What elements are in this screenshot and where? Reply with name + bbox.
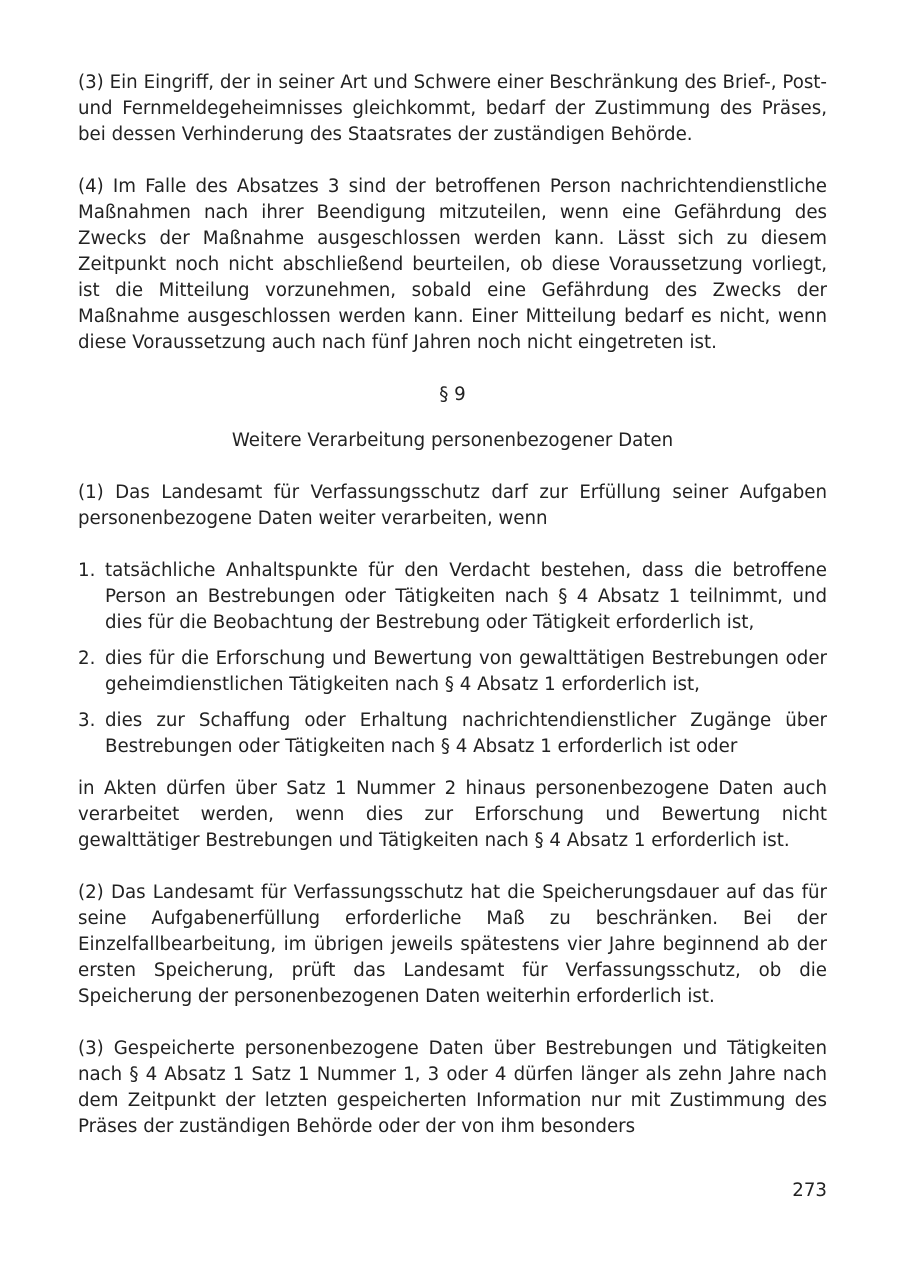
list-item-text: tatsächliche Anhaltspunkte für den Verdacht bestehen, dass die betroffene Person an Bestrebungen oder Tätigkeiten nach § 4 Absatz 1 teilnimmt, und dies für die Beobachtung der Bestrebung oder Tätigkeit erforderlich ist,: [105, 560, 827, 633]
paragraph-9-1-continuation: in Akten dürfen über Satz 1 Nummer 2 hinaus personenbezogene Daten auch verarbeitet werden, wenn dies zur Erforschung und Bewertung nicht gewalttätiger Bestrebungen und Tätigkeiten nach § 4 Absatz 1 erforderlich ist.: [78, 778, 827, 851]
list-item-number: 2.: [78, 648, 96, 669]
list-item: [78, 708, 827, 760]
paragraph-9-2: (2) Das Landesamt für Verfassungsschutz hat die Speicherungsdauer auf das für seine Aufgabenerfüllung erforderliche Maß zu beschränken. Bei der Einzelfallbearbeitung, im übrigen jeweils spätestens vier Jahre beginnend ab der ersten Speicherung, prüft das Landesamt für Verfassungsschutz, ob die Speicherung der personenbezogenen Daten weiterhin erforderlich ist.: [78, 882, 827, 1007]
section-number: § 9: [439, 384, 466, 405]
list-item-text: dies für die Erforschung und Bewertung von gewalttätigen Bestrebungen oder geheimdienstlichen Tätigkeiten nach § 4 Absatz 1 erforderlich ist,: [105, 648, 827, 695]
section-title: Weitere Verarbeitung personenbezogener Daten: [231, 430, 674, 451]
paragraph-8-4: (4) Im Falle des Absatzes 3 sind der betroffenen Person nachrichtendienstliche Maßnahmen nach ihrer Beendigung mitzuteilen, wenn eine Gefährdung des Zwecks der Maßnahme ausgeschlossen werden kann. Lässt sich zu diesem Zeitpunkt noch nicht abschließend beurteilen, ob diese Voraussetzung vorliegt, ist die Mitteilung vorzunehmen, sobald eine Gefährdung des Zwecks der Maßnahme ausgeschlossen werden kann. Einer Mitteilung bedarf es nicht, wenn diese Voraussetzung auch nach fünf Jahren noch nicht eingetreten ist.: [78, 176, 827, 353]
list-item-number: 3.: [78, 710, 96, 731]
list-item-number: 1.: [78, 560, 96, 581]
paragraph-9-1-intro: (1) Das Landesamt für Verfassungsschutz darf zur Erfüllung seiner Aufgaben personenbezogene Daten weiter verarbeiten, wenn: [78, 482, 827, 529]
page-number: 273: [792, 1180, 827, 1201]
paragraph-9-3: (3) Gespeicherte personenbezogene Daten über Bestrebungen und Tätigkeiten nach § 4 Absatz 1 Satz 1 Nummer 1, 3 oder 4 dürfen länger als zehn Jahre nach dem Zeitpunkt der letzten gespeicherten Information nur mit Zustimmung des Präses der zuständigen Behörde oder der von ihm besonders: [78, 1038, 827, 1137]
list-item: [78, 558, 827, 636]
list-item: [78, 646, 827, 698]
page-body: [78, 70, 827, 1140]
paragraph-8-3: (3) Ein Eingriff, der in seiner Art und Schwere einer Beschränkung des Brief-, Post- und Fernmeldegeheimnisses gleichkommt, bedarf der Zustimmung des Präses, bei dessen Verhinderung des Staatsrates der zuständigen Behörde.: [78, 72, 827, 145]
numbered-list: [78, 558, 827, 760]
list-item-text: dies zur Schaffung oder Erhaltung nachrichtendienstlicher Zugänge über Bestrebungen oder Tätigkeiten nach § 4 Absatz 1 erforderlich ist oder: [105, 710, 827, 757]
